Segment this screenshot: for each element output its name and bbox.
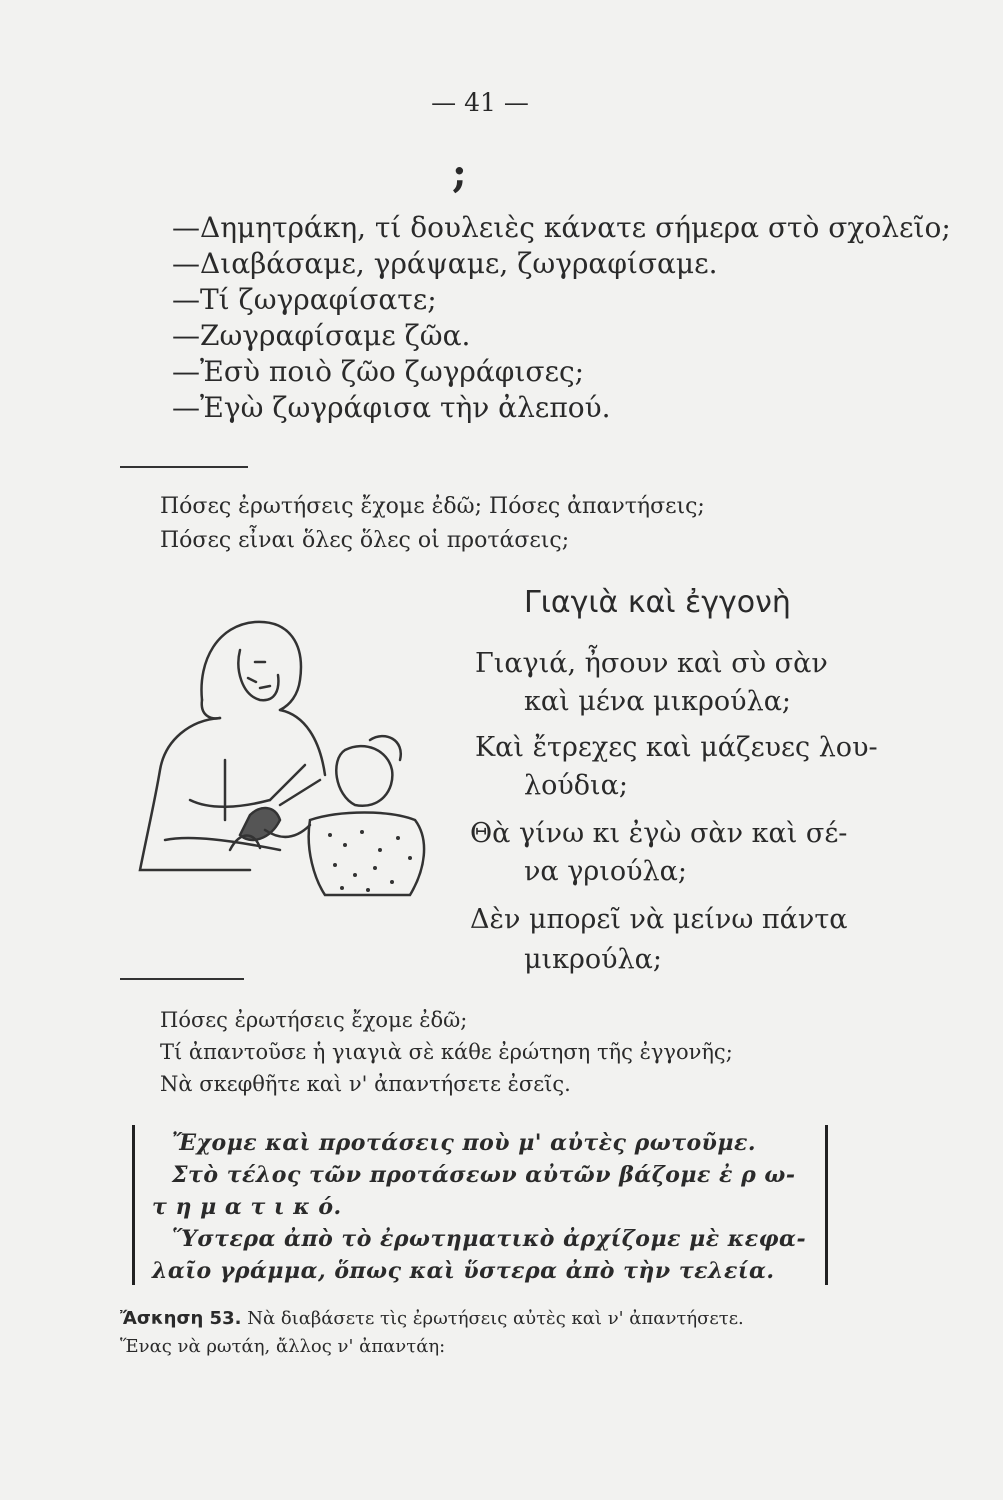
grandmother-granddaughter-illustration — [130, 600, 460, 910]
divider — [120, 466, 248, 468]
dialogue-line: —Τί ζωγραφίσατε; — [172, 283, 437, 316]
question-line: Πόσες εἶναι ὅλες ὅλες οἱ προτάσεις; — [160, 528, 570, 553]
page-number: — 41 — — [431, 88, 529, 117]
rule-line: λαῖο γράμμα, ὅπως καὶ ὕστερα ἀπὸ τὴν τελεία. — [152, 1258, 775, 1284]
dialogue-line: —Ζωγραφίσαμε ζῶα. — [172, 319, 471, 352]
exercise-line — [120, 1308, 744, 1329]
exercise-label: Ἄσκηση 53. — [120, 1308, 242, 1329]
rule-line: Στὸ τέλος τῶν προτάσεων αὐτῶν βάζομε ἐ ρ ω- — [172, 1162, 796, 1188]
poem-line: να γριούλα; — [524, 856, 687, 887]
poem-line: Δὲν μπορεῖ νὰ μείνω πάντα — [470, 904, 848, 935]
dialogue-line: —Δημητράκη, τί δουλειὲς κάνατε σήμερα στὸ σχολεῖο; — [172, 211, 951, 244]
question-line: Πόσες ἐρωτήσεις ἔχομε ἐδῶ; — [160, 1008, 468, 1032]
question-line: Τί ἀπαντοῦσε ἡ γιαγιὰ σὲ κάθε ἐρώτηση τῆς ἐγγονῆς; — [160, 1040, 733, 1064]
poem-line: καὶ μένα μικρούλα; — [524, 686, 792, 717]
question-mark-heading: ; — [452, 150, 467, 197]
exercise-line-2: Ἕνας νὰ ρωτάη, ἄλλος ν' ἀπαντάη: — [120, 1336, 446, 1357]
question-line: Πόσες ἐρωτήσεις ἔχομε ἐδῶ; Πόσες ἀπαντήσεις; — [160, 494, 705, 519]
poem-line: λούδια; — [524, 770, 628, 801]
poem-line: Θὰ γίνω κι ἐγὼ σὰν καὶ σέ- — [470, 818, 848, 849]
poem-line: Γιαγιά, ἦσουν καὶ σὺ σὰν — [475, 648, 828, 679]
dialogue-line: —Ἐσὺ ποιὸ ζῶο ζωγράφισες; — [172, 355, 585, 388]
rule-line: Ὕστερα ἀπὸ τὸ ἐρωτηματικὸ ἀρχίζομε μὲ κεφα- — [172, 1226, 807, 1252]
dialogue-line: —Ἐγὼ ζωγράφισα τὴν ἀλεπού. — [172, 391, 611, 424]
question-line: Νὰ σκεφθῆτε καὶ ν' ἀπαντήσετε ἐσεῖς. — [160, 1072, 571, 1096]
divider — [120, 978, 244, 980]
rule-line: Ἔχομε καὶ προτάσεις ποὺ μ' αὐτὲς ρωτοῦμε. — [172, 1130, 757, 1156]
exercise-text: Νὰ διαβάσετε τὶς ἐρωτήσεις αὐτὲς καὶ ν' ἀπαντήσετε. — [247, 1308, 744, 1329]
poem-line: Καὶ ἔτρεχες καὶ μάζευες λου- — [475, 732, 878, 763]
rule-line: τ η μ α τ ι κ ό. — [152, 1194, 342, 1220]
dialogue-line: —Διαβάσαμε, γράψαμε, ζωγραφίσαμε. — [172, 247, 718, 280]
poem-title: Γιαγιὰ καὶ ἐγγονὴ — [524, 585, 791, 620]
poem-line: μικρούλα; — [524, 944, 662, 975]
